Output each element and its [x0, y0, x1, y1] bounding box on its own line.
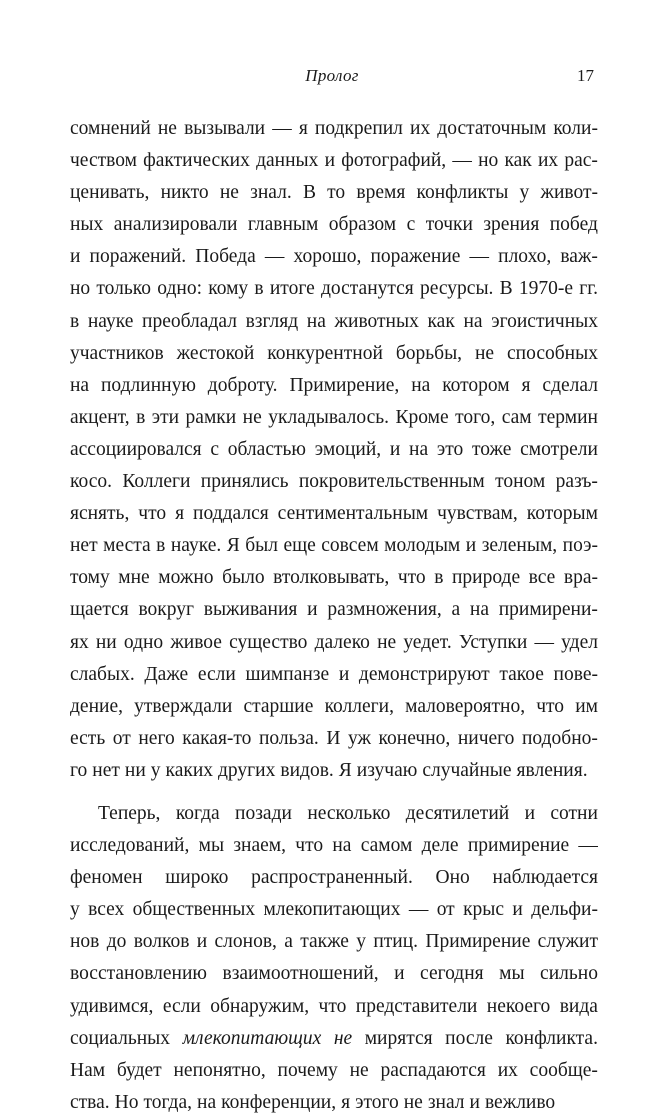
paragraph	[70, 798, 598, 1119]
page-number: 17	[577, 66, 594, 85]
text-line: феномен широко распространенный. Оно наблюдается	[70, 867, 598, 889]
text-line: у всех общественных млекопитающих — от крыс и дельфи-	[70, 899, 598, 921]
text-line: Нам будет непонятно, почему не распадаются их сообще-	[70, 1059, 598, 1081]
section-title: Пролог	[305, 66, 359, 85]
text-line: ства. Но тогда, на конференции, я этого не знал и вежливо	[70, 1091, 556, 1113]
text-line: нов до волков и слонов, а также у птиц. Примирение служит	[70, 931, 598, 953]
text-line: яснять, что я поддался сентиментальным чувствам, которым	[70, 503, 598, 525]
text-line: щается вокруг выживания и размножения, а на примирени-	[70, 599, 598, 621]
text-line: ях ни одно живое существо далеко не уедет. Уступки — удел	[70, 631, 598, 653]
text-line: на подлинную доброту. Примирение, на котором я сделал	[70, 374, 598, 396]
paragraph-break	[70, 787, 598, 798]
text-line: чеством фактических данных и фотографий, — но как их рас-	[70, 150, 598, 172]
text-line: восстановлению взаимоотношений, и сегодня мы сильно	[70, 963, 598, 985]
text-line: косо. Коллеги принялись покровительственным тоном разъ-	[70, 471, 598, 493]
text-line: и поражений. Победа — хорошо, поражение — плохо, важ-	[70, 246, 598, 268]
text-line: ных анализировали главным образом с точки зрения побед	[70, 214, 598, 236]
text-line: нет места в науке. Я был еще совсем молодым и зеленым, поэ-	[70, 535, 598, 557]
text-line: Теперь, когда позади несколько десятилетий и сотни	[98, 802, 598, 824]
running-head	[0, 64, 664, 88]
text-line: го нет ни у каких других видов. Я изучаю случайные явления.	[70, 759, 588, 781]
text-line: участников жестокой конкурентной борьбы, не способных	[70, 342, 598, 364]
text-line: ценивать, никто не знал. В то время конфликты у живот-	[70, 182, 598, 204]
text-line: тому мне можно было втолковывать, что в природе все вра-	[70, 567, 598, 589]
text-line: исследований, мы знаем, что на самом деле примирение —	[70, 835, 598, 857]
text-line: акцент, в эти рамки не укладывалось. Кроме того, сам термин	[70, 406, 598, 428]
text-line: дение, утверждали старшие коллеги, маловероятно, что им	[70, 695, 598, 717]
text-line: в науке преобладал взгляд на животных как на эгоистичных	[70, 310, 598, 332]
text-line: удивимся, если обнаружим, что представители некоего вида	[70, 995, 598, 1017]
text-line: но только одно: кому в итоге достанутся ресурсы. В 1970-е гг.	[70, 278, 598, 300]
text-line: сомнений не вызывали — я подкрепил их достаточным коли-	[70, 118, 598, 139]
text-line: социальных млекопитающих не мирятся после конфликта.	[70, 1027, 598, 1049]
paragraph	[70, 113, 598, 787]
text-line: есть от него какая-то польза. И уж конечно, ничего подобно-	[70, 727, 598, 749]
body-text	[70, 113, 598, 1119]
text-line: слабых. Даже если шимпанзе и демонстрируют такое пове-	[70, 663, 598, 685]
text-line: ассоциировался с областью эмоций, и на это тоже смотрели	[70, 438, 598, 460]
